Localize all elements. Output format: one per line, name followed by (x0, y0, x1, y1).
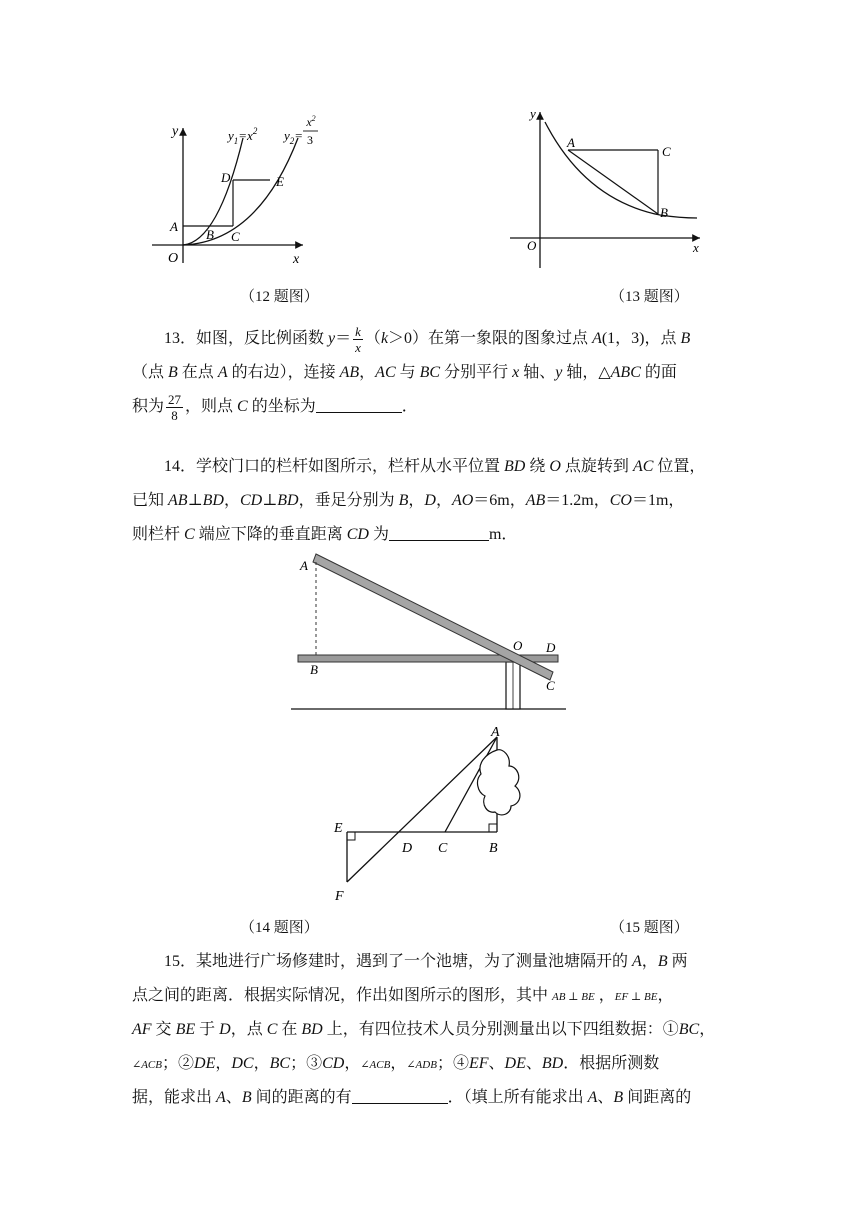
label-y: y (530, 106, 536, 121)
q14-line3: 则栏杆 C 端应下降的垂直距离 CD 为 m． (132, 518, 737, 552)
segment-AB (568, 150, 658, 214)
segment-AF (347, 737, 497, 882)
label-C: C (546, 678, 555, 693)
label-A: A (491, 725, 500, 740)
label-B: B (310, 662, 318, 677)
answer-blank-15[interactable] (352, 1085, 448, 1104)
label-C: C (231, 229, 240, 244)
q15-line4: ∠ACB；②DE，DC，BC；③CD，∠ACB，∠ADB；④EF、DE、BD．根据所测数 (132, 1055, 660, 1072)
label-C: C (438, 841, 448, 856)
answer-blank-13[interactable] (316, 394, 402, 413)
label-D: D (221, 170, 231, 185)
q14-line2: 已知 AB⊥BD，CD⊥BD，垂足分别为 B，D，AO＝6m，AB＝1.2m，CO＝1m， (132, 492, 685, 509)
label-E: E (276, 174, 284, 189)
q15-line3: AF 交 BE 于 D，点 C 在 BD 上，有四位技术人员分别测量出以下四组数据：①BC， (132, 1021, 716, 1038)
label-A: A (170, 219, 178, 234)
q15-line2: 点之间的距离．根据实际情况，作出如图所示的图形，其中 AB ⊥ BE ，EF ⊥ BE， (132, 987, 674, 1004)
label-A: A (567, 135, 575, 150)
label-D: D (402, 841, 413, 856)
label-B: B (660, 205, 668, 220)
fraction-27-over-8: $\frac{27}{8}$ (168, 391, 182, 423)
label-curve1: $y_1=x^2$ (228, 126, 258, 146)
fraction-k-over-x: $\frac{k}{x}$ (355, 323, 361, 355)
label-D: D (546, 640, 556, 655)
label-y: y (172, 124, 179, 139)
label-O: O (513, 638, 523, 653)
label-B: B (489, 841, 498, 856)
label-O: O (527, 238, 537, 253)
q15-line5: 据，能求出 A、B 间的距离的有 ．（填上所有能求出 A、B 间距离的 (132, 1081, 737, 1115)
label-curve2-den: 3 (307, 133, 313, 147)
question-14 (132, 450, 737, 552)
label-F: F (335, 889, 344, 904)
label-curve2: $y_2=$ (284, 128, 304, 146)
q14-line1: 14．学校门口的栏杆如图所示，栏杆从水平位置 BD 绕 O 点旋转到 AC 位置， (164, 458, 706, 475)
figure-13 (505, 100, 710, 275)
q15-line1: 15．某地进行广场修建时，遇到了一个池塘，为了测量池塘隔开的 A，B 两 (164, 953, 688, 970)
figure-12 (148, 108, 318, 268)
pond-tree-shape (478, 750, 520, 815)
figure-15 (325, 722, 555, 907)
right-angle-B (489, 824, 497, 832)
caption-fig15: （15 题图） (610, 920, 689, 936)
caption-fig12: （12 题图） (240, 289, 319, 305)
answer-blank-14[interactable] (389, 522, 489, 541)
right-angle-E (347, 832, 355, 840)
label-B: B (206, 227, 214, 242)
label-C: C (662, 144, 671, 159)
caption-fig13: （13 题图） (610, 289, 689, 305)
label-x: x (293, 252, 300, 267)
label-E: E (334, 821, 343, 836)
curve-y2 (183, 138, 298, 245)
label-A: A (300, 558, 308, 573)
q13-line3: 积为 $\frac{27}{8}$ ，则点 C 的坐标为 ． (132, 391, 418, 423)
label-O: O (168, 251, 179, 266)
label-curve2-num: $x^2$ (306, 114, 316, 129)
question-13 (132, 322, 737, 424)
q13-line1: 13．如图，反比例函数 y＝ $\frac{k}{x}$ （k＞0）在第一象限的图象过点 A(1，3)，点 B (164, 323, 691, 355)
question-15 (132, 945, 737, 1115)
label-x: x (693, 240, 699, 255)
caption-fig14: （14 题图） (240, 920, 319, 936)
q13-line2: （点 B 在点 A 的右边），连接 AB，AC 与 BC 分别平行 x 轴、y 轴，△ABC 的面 (132, 364, 677, 381)
figure-14 (288, 552, 573, 714)
